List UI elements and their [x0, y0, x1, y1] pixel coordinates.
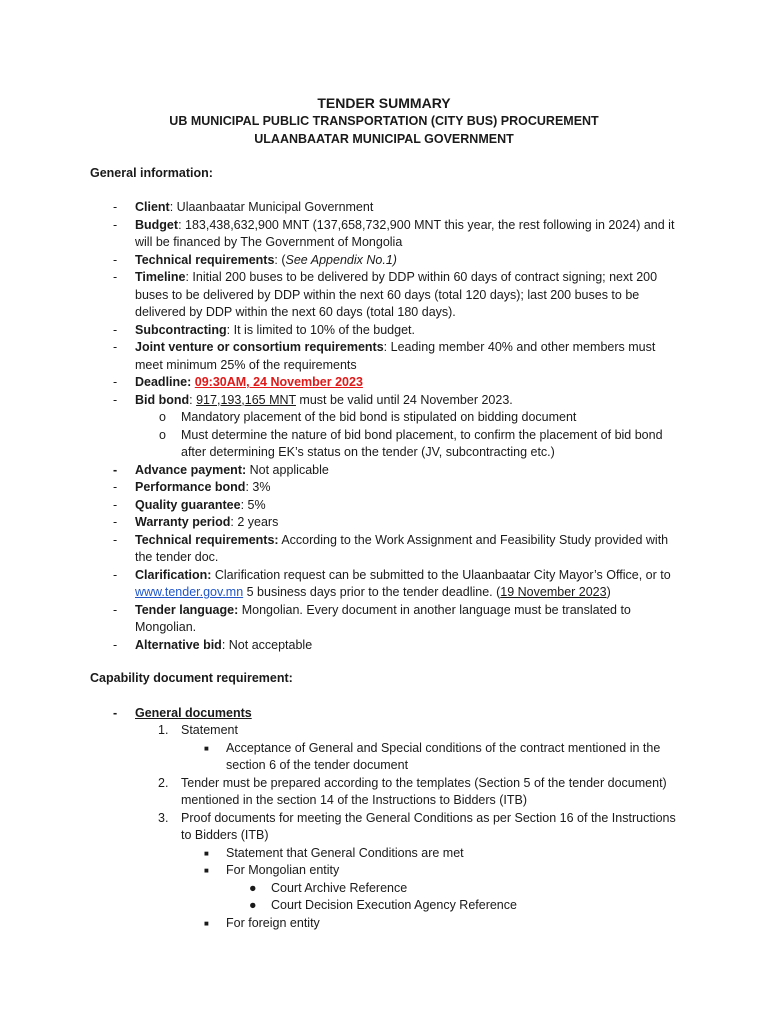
- list-item-joint-venture: [0, 339, 680, 374]
- square-bullet-icon: ■: [204, 866, 209, 875]
- dash-marker: -: [113, 567, 118, 582]
- general-documents-label: General documents: [135, 706, 252, 720]
- round-bullet-icon: ●: [249, 880, 257, 895]
- gd-item3: Proof documents for meeting the General Conditions as per Section 16 of the Instructions to Bidders (ITB): [181, 810, 676, 842]
- dash-marker: -: [113, 515, 118, 529]
- square-bullet-icon: ■: [204, 743, 209, 753]
- budget-value: : 183,438,632,900 MNT (137,658,732,900 MNT this year, the rest following in 2024) and it will be financed by The Government of Mongolia: [135, 217, 675, 249]
- list-item-client: [0, 199, 680, 217]
- budget-label: Budget: [135, 217, 179, 232]
- dash-marker: -: [113, 392, 118, 407]
- clar-date: 19 November 2023: [500, 585, 607, 599]
- jv-value: : Leading member 40% and other members must meet minimum 25% of the requirements: [135, 340, 656, 372]
- warranty-label: Warranty period: [135, 515, 231, 529]
- quality-value: : 5%: [240, 497, 266, 512]
- bidbond-sub2: Must determine the nature of bid bond placement, to confirm the placement of bid bond after determining EK’s status on the tender (JV, subcontracting etc.): [181, 427, 663, 459]
- list-item-proof-sub: [0, 862, 676, 880]
- number-marker: 1.: [158, 723, 169, 737]
- gd-item3-sub2-a: Court Archive Reference: [271, 880, 408, 895]
- dash-marker: -: [113, 322, 118, 337]
- list-item-technical-requirements-2: [0, 532, 680, 567]
- subtitle-procurement: UB MUNICIPAL PUBLIC TRANSPORTATION (CITY BUS) PROCUREMENT: [169, 114, 599, 128]
- list-item-timeline: [0, 269, 680, 322]
- circle-marker: o: [159, 427, 166, 442]
- dash-marker: -: [113, 637, 118, 652]
- techreq-appendix: See Appendix No.1): [285, 252, 397, 267]
- dash-marker: -: [113, 270, 118, 284]
- perf-label: Performance bond: [135, 480, 246, 494]
- alt-value: : Not acceptable: [221, 637, 313, 652]
- list-item-alternative-bid: [0, 637, 680, 655]
- subcontracting-value: : It is limited to 10% of the budget.: [226, 322, 415, 337]
- list-item-budget: [0, 217, 680, 252]
- bidbond-label: Bid bond: [135, 392, 190, 407]
- bidbond-colon: :: [189, 392, 197, 407]
- gd-item2: Tender must be prepared according to the templates (Section 5 of the tender document) mentioned in the section 14 of the Instructions to Bidders (ITB): [181, 775, 667, 807]
- clar-value1: Clarification request can be submitted to the Ulaanbaatar City Mayor’s Office, or to: [211, 567, 671, 582]
- title-block: [0, 94, 768, 148]
- timeline-label: Timeline: [135, 270, 186, 284]
- client-label: Client: [135, 200, 170, 214]
- list-item-deadline: [0, 374, 680, 392]
- dash-marker: -: [113, 532, 118, 547]
- deadline-colon: :: [187, 375, 195, 389]
- number-marker: 2.: [158, 775, 169, 790]
- timeline-value: : Initial 200 buses to be delivered by DDP within 60 days of contract signing; next 200 buses to be delivered by DDP within the next 60 days (total 120 days); last 200 buses to be delivered by DDP within the next 60 days (total 180 days).: [135, 270, 658, 319]
- list-item-quality-guarantee: [0, 497, 680, 515]
- subcontracting-label: Subcontracting: [135, 322, 227, 337]
- techreq2-label: Technical requirements:: [135, 532, 279, 547]
- capability-heading: Capability document requirement:: [90, 671, 293, 685]
- list-item-templates: [0, 775, 676, 810]
- list-item-warranty: [0, 514, 680, 532]
- advance-value: Not applicable: [246, 462, 329, 477]
- dash-marker: -: [113, 706, 118, 720]
- subtitle-government: ULAANBAATAR MUNICIPAL GOVERNMENT: [254, 132, 514, 146]
- square-bullet-icon: ■: [204, 848, 209, 858]
- list-item-performance-bond: [0, 479, 680, 497]
- round-bullet-icon: ●: [249, 898, 257, 912]
- list-item-mongolian-sub: [0, 897, 676, 915]
- client-value: : Ulaanbaatar Municipal Government: [169, 200, 374, 214]
- circle-marker: o: [159, 410, 166, 424]
- list-item-advance-payment: [0, 462, 680, 480]
- list-item-statement: [0, 722, 676, 740]
- bidbond-amount: 917,193,165 MNT: [196, 392, 296, 407]
- deadline-label: Deadline: [135, 375, 188, 389]
- list-item-mongolian-sub: [0, 880, 676, 898]
- dash-marker: -: [113, 200, 118, 214]
- bidbond-sub1: Mandatory placement of the bid bond is stipulated on bidding document: [181, 410, 577, 424]
- clar-value2: 5 business days prior to the tender deadline. (: [243, 585, 501, 599]
- list-item-clarification: [0, 567, 680, 602]
- tender-website-link[interactable]: www.tender.gov.mn: [135, 585, 244, 599]
- gd-item3-sub2-b: Court Decision Execution Agency Reference: [271, 898, 517, 912]
- page-title: TENDER SUMMARY: [317, 95, 451, 111]
- list-item-bidbond-sub: [0, 427, 676, 462]
- list-item-bid-bond: [0, 392, 680, 410]
- gd-item1: Statement: [181, 723, 238, 737]
- bidbond-rest: must be valid until 24 November 2023.: [295, 392, 513, 407]
- warranty-value: : 2 years: [230, 515, 279, 529]
- lang-label: Tender language:: [135, 602, 239, 617]
- jv-label: Joint venture or consortium requirements: [135, 340, 384, 354]
- techreq-label: Technical requirements: [135, 252, 275, 267]
- list-item-subcontracting: [0, 322, 680, 340]
- dash-marker: -: [113, 462, 118, 477]
- list-item-technical-requirements: [0, 252, 680, 270]
- list-item-bidbond-sub: [0, 409, 676, 427]
- square-bullet-icon: ■: [204, 918, 209, 928]
- list-item-tender-language: [0, 602, 680, 637]
- advance-label: Advance payment:: [135, 462, 247, 477]
- list-item-proof-sub: [0, 845, 676, 863]
- number-marker: 3.: [158, 810, 169, 825]
- general-documents-list: [0, 722, 768, 932]
- perf-value: : 3%: [245, 480, 271, 494]
- dash-marker: -: [113, 602, 118, 617]
- quality-label: Quality guarantee: [135, 497, 241, 512]
- dash-marker: -: [113, 217, 118, 232]
- list-item-statement-sub: [0, 740, 676, 775]
- deadline-value: 09:30AM, 24 November 2023: [194, 375, 363, 389]
- general-info-heading: General information:: [90, 166, 213, 180]
- dash-marker: -: [113, 252, 118, 267]
- list-item-proof-documents: [0, 810, 676, 845]
- alt-label: Alternative bid: [135, 637, 222, 652]
- dash-marker: -: [113, 340, 118, 354]
- list-item-proof-sub: [0, 915, 676, 933]
- dash-marker: -: [113, 480, 118, 494]
- dash-marker: -: [113, 375, 118, 389]
- gd-item3-sub3: For foreign entity: [226, 915, 320, 930]
- gd-item3-sub1: Statement that General Conditions are met: [226, 845, 464, 860]
- clar-close: ): [606, 585, 611, 599]
- general-info-list: [0, 199, 768, 654]
- techreq2-value: According to the Work Assignment and Feasibility Study provided with the tender doc.: [135, 532, 669, 564]
- gd-item1-sub1: Acceptance of General and Special conditions of the contract mentioned in the section 6 of the tender document: [226, 740, 661, 772]
- techreq-colon: : (: [274, 252, 286, 267]
- clar-label: Clarification:: [135, 567, 212, 582]
- gd-item3-sub2: For Mongolian entity: [226, 863, 340, 877]
- dash-marker: -: [113, 497, 118, 512]
- lang-value: Mongolian. Every document in another language must be translated to Mongolian.: [135, 602, 631, 634]
